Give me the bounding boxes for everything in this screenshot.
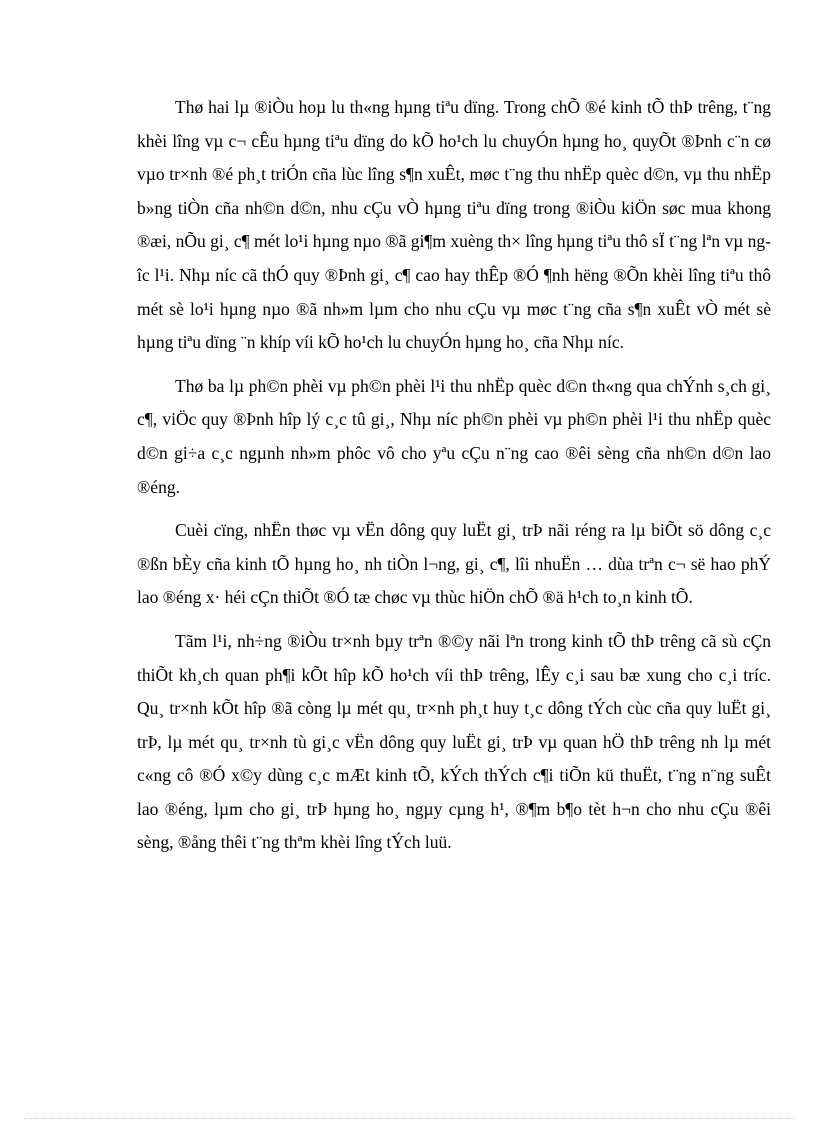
document-body <box>137 91 771 870</box>
paragraph-1: Thø hai lµ ®iÒu hoµ lu th«ng hµng tiªu dïng. Trong chÕ ®é kinh tÕ thÞ trêng, t¨ng khèi lîng vµ c¬ cÊu hµng tiªu dïng do kÕ ho¹ch lu chuyÓn hµng ho¸ quyÕt ®Þnh c¨n cø vµo tr×nh ®é ph¸t triÓn cña lùc lîng s¶n xuÊt, møc t¨ng thu nhËp quèc d©n, vµ thu nhËp b»ng tiÒn cña nh©n d©n, nhu cÇu vÒ hµng tiªu dïng trong ®iÒu kiÖn søc mua khong ®æi, nÕu gi¸ c¶ mét lo¹i hµng nµo ®ã gi¶m xuèng th× lîng hµng tiªu thô sÏ t¨ng lªn vµ ngîc l¹i. Nhµ níc cã thÓ quy ®Þnh gi¸ c¶ cao hay thÊp ®Ó ¶nh hëng ®Õn khèi lîng tiªu thô mét sè lo¹i hµng nµo ®ã nh»m lµm cho nhu cÇu vµ møc t¨ng cña s¶n xuÊt vÒ mét sè hµng tiªu dïng ¨n khíp víi kÕ ho¹ch lu chuyÓn hµng ho¸ cña Nhµ níc. <box>137 97 771 353</box>
paragraph-4: Tãm l¹i, nh÷ng ®iÒu tr×nh bµy trªn ®©y nãi lªn trong kinh tÕ thÞ trêng cã sù cÇn thiÕt kh¸ch quan ph¶i kÕt hîp kÕ ho¹ch víi thÞ trêng, lÊy c¸i sau bæ xung cho c¸i tríc. Qu¸ tr×nh kÕt hîp ®ã còng lµ mét qu¸ tr×nh ph¸t huy t¸c dông tÝch cùc cña quy luËt gi¸ trÞ, lµ mét qu¸ tr×nh tù gi¸c vËn dông quy luËt gi¸ trÞ vµ quan hÖ thÞ trêng nh lµ mét c«ng cô ®Ó x©y dùng c¸c mÆt kinh tÕ, kÝch thÝch c¶i tiÕn kü thuËt, t¨ng n¨ng suÊt lao ®éng, lµm cho gi¸ trÞ hµng ho¸ ngµy cµng h¹, ®¶m b¶o tèt h¬n cho nhu cÇu ®êi sèng, ®ång thêi t¨ng thªm khèi lîng tÝch luü. <box>137 630 771 853</box>
paragraph-3: Cuèi cïng, nhËn thøc vµ vËn dông quy luËt gi¸ trÞ nãi réng ra lµ biÕt sö dông c¸c ®ßn bÈy cña kinh tÕ hµng ho¸ nh tiÒn l¬ng, gi¸ c¶, lîi nhuËn … dùa trªn c¬ së hao phÝ lao ®éng x· héi cÇn thiÕt ®Ó tæ chøc vµ thùc hiÖn chÕ ®ä h¹ch to¸n kinh tÕ. <box>137 520 771 608</box>
page-bottom-divider <box>24 1118 796 1119</box>
paragraph-2: Thø ba lµ ph©n phèi vµ ph©n phèi l¹i thu nhËp quèc d©n th«ng qua chÝnh s¸ch gi¸ c¶, viÖc quy ®Þnh hîp lý c¸c tû gi¸, Nhµ níc ph©n phèi vµ ph©n phèi l¹i thu nhËp quèc d©n gi÷a c¸c ngµnh nh»m phôc vô cho yªu cÇu n¨ng cao ®êi sèng cña nh©n d©n lao ®éng. <box>137 375 771 497</box>
